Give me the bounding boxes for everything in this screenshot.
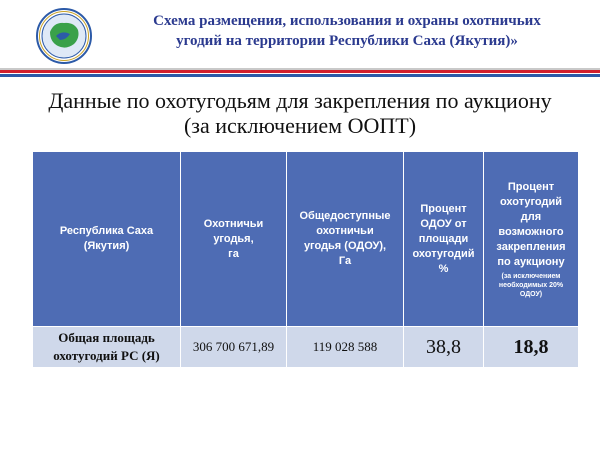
header-text-line: закрепления [496, 240, 566, 253]
header-text-line: Республика Саха [59, 225, 154, 237]
cell-auction-percent: 18,8 [484, 327, 579, 368]
header-text-line: возможного [498, 225, 564, 238]
header [0, 0, 600, 72]
row-label-total-area [33, 327, 181, 368]
slide-title-line-2: (за исключением ООПТ) [183, 113, 417, 138]
footnote-line: ОДОУ) [519, 290, 543, 298]
header-cell-auction-percent [484, 152, 579, 327]
header-footnote [484, 272, 578, 299]
header-text-line: Общедоступные [299, 210, 391, 222]
logo-emblem-icon [36, 8, 92, 64]
header-text-line: Га [338, 255, 352, 267]
header-text-line: охотугодий [499, 195, 563, 208]
header-text-line: по аукциону [497, 255, 565, 268]
header-cell-hunting-grounds [181, 152, 287, 327]
header-cell-public-grounds [287, 152, 404, 327]
header-text-line: для [520, 210, 542, 223]
header-title-line-2: угодий на территории Республики Саха (Якутия)» [176, 33, 518, 49]
cell-hunting-area: 306 700 671,89 [181, 327, 287, 368]
header-text-line: охотничьи [316, 225, 374, 237]
footnote-line: (за исключением [501, 272, 561, 280]
header-text-line: угодья (ОДОУ), [303, 240, 387, 252]
header-text-line: угодья, [213, 232, 254, 245]
header-text-line: га [228, 247, 239, 260]
header-title [112, 11, 582, 51]
slide-title [10, 88, 590, 138]
table-header-row [33, 152, 579, 327]
header-text-line: площади [418, 232, 469, 245]
header-text-line: охотугодий [412, 247, 475, 260]
header-title-line-1: Схема размещения, использования и охраны охотничьих [153, 13, 541, 29]
header-text-line: ОДОУ от [420, 217, 467, 230]
hunting-grounds-table [32, 151, 579, 368]
cell-odou-area: 119 028 588 [287, 327, 404, 368]
header-divider-blue [0, 74, 600, 77]
header-cell-public-percent [404, 152, 484, 327]
row-label-line: Общая площадь [58, 330, 155, 345]
table-row [33, 327, 579, 368]
footnote-line: необходимых 20% [498, 281, 564, 289]
header-text-line: Охотничьи [203, 217, 264, 230]
row-label-line: охотугодий РС (Я) [53, 348, 160, 363]
header-text-line: (Якутия) [83, 240, 130, 252]
cell-odou-percent: 38,8 [404, 327, 484, 368]
header-text-line: Процент [420, 202, 467, 215]
header-cell-region [33, 152, 181, 327]
slide-title-line-1: Данные по охотугодьям для закрепления по аукциону [48, 88, 552, 113]
header-text-line: Процент [507, 180, 555, 193]
header-text-line: % [438, 262, 449, 275]
